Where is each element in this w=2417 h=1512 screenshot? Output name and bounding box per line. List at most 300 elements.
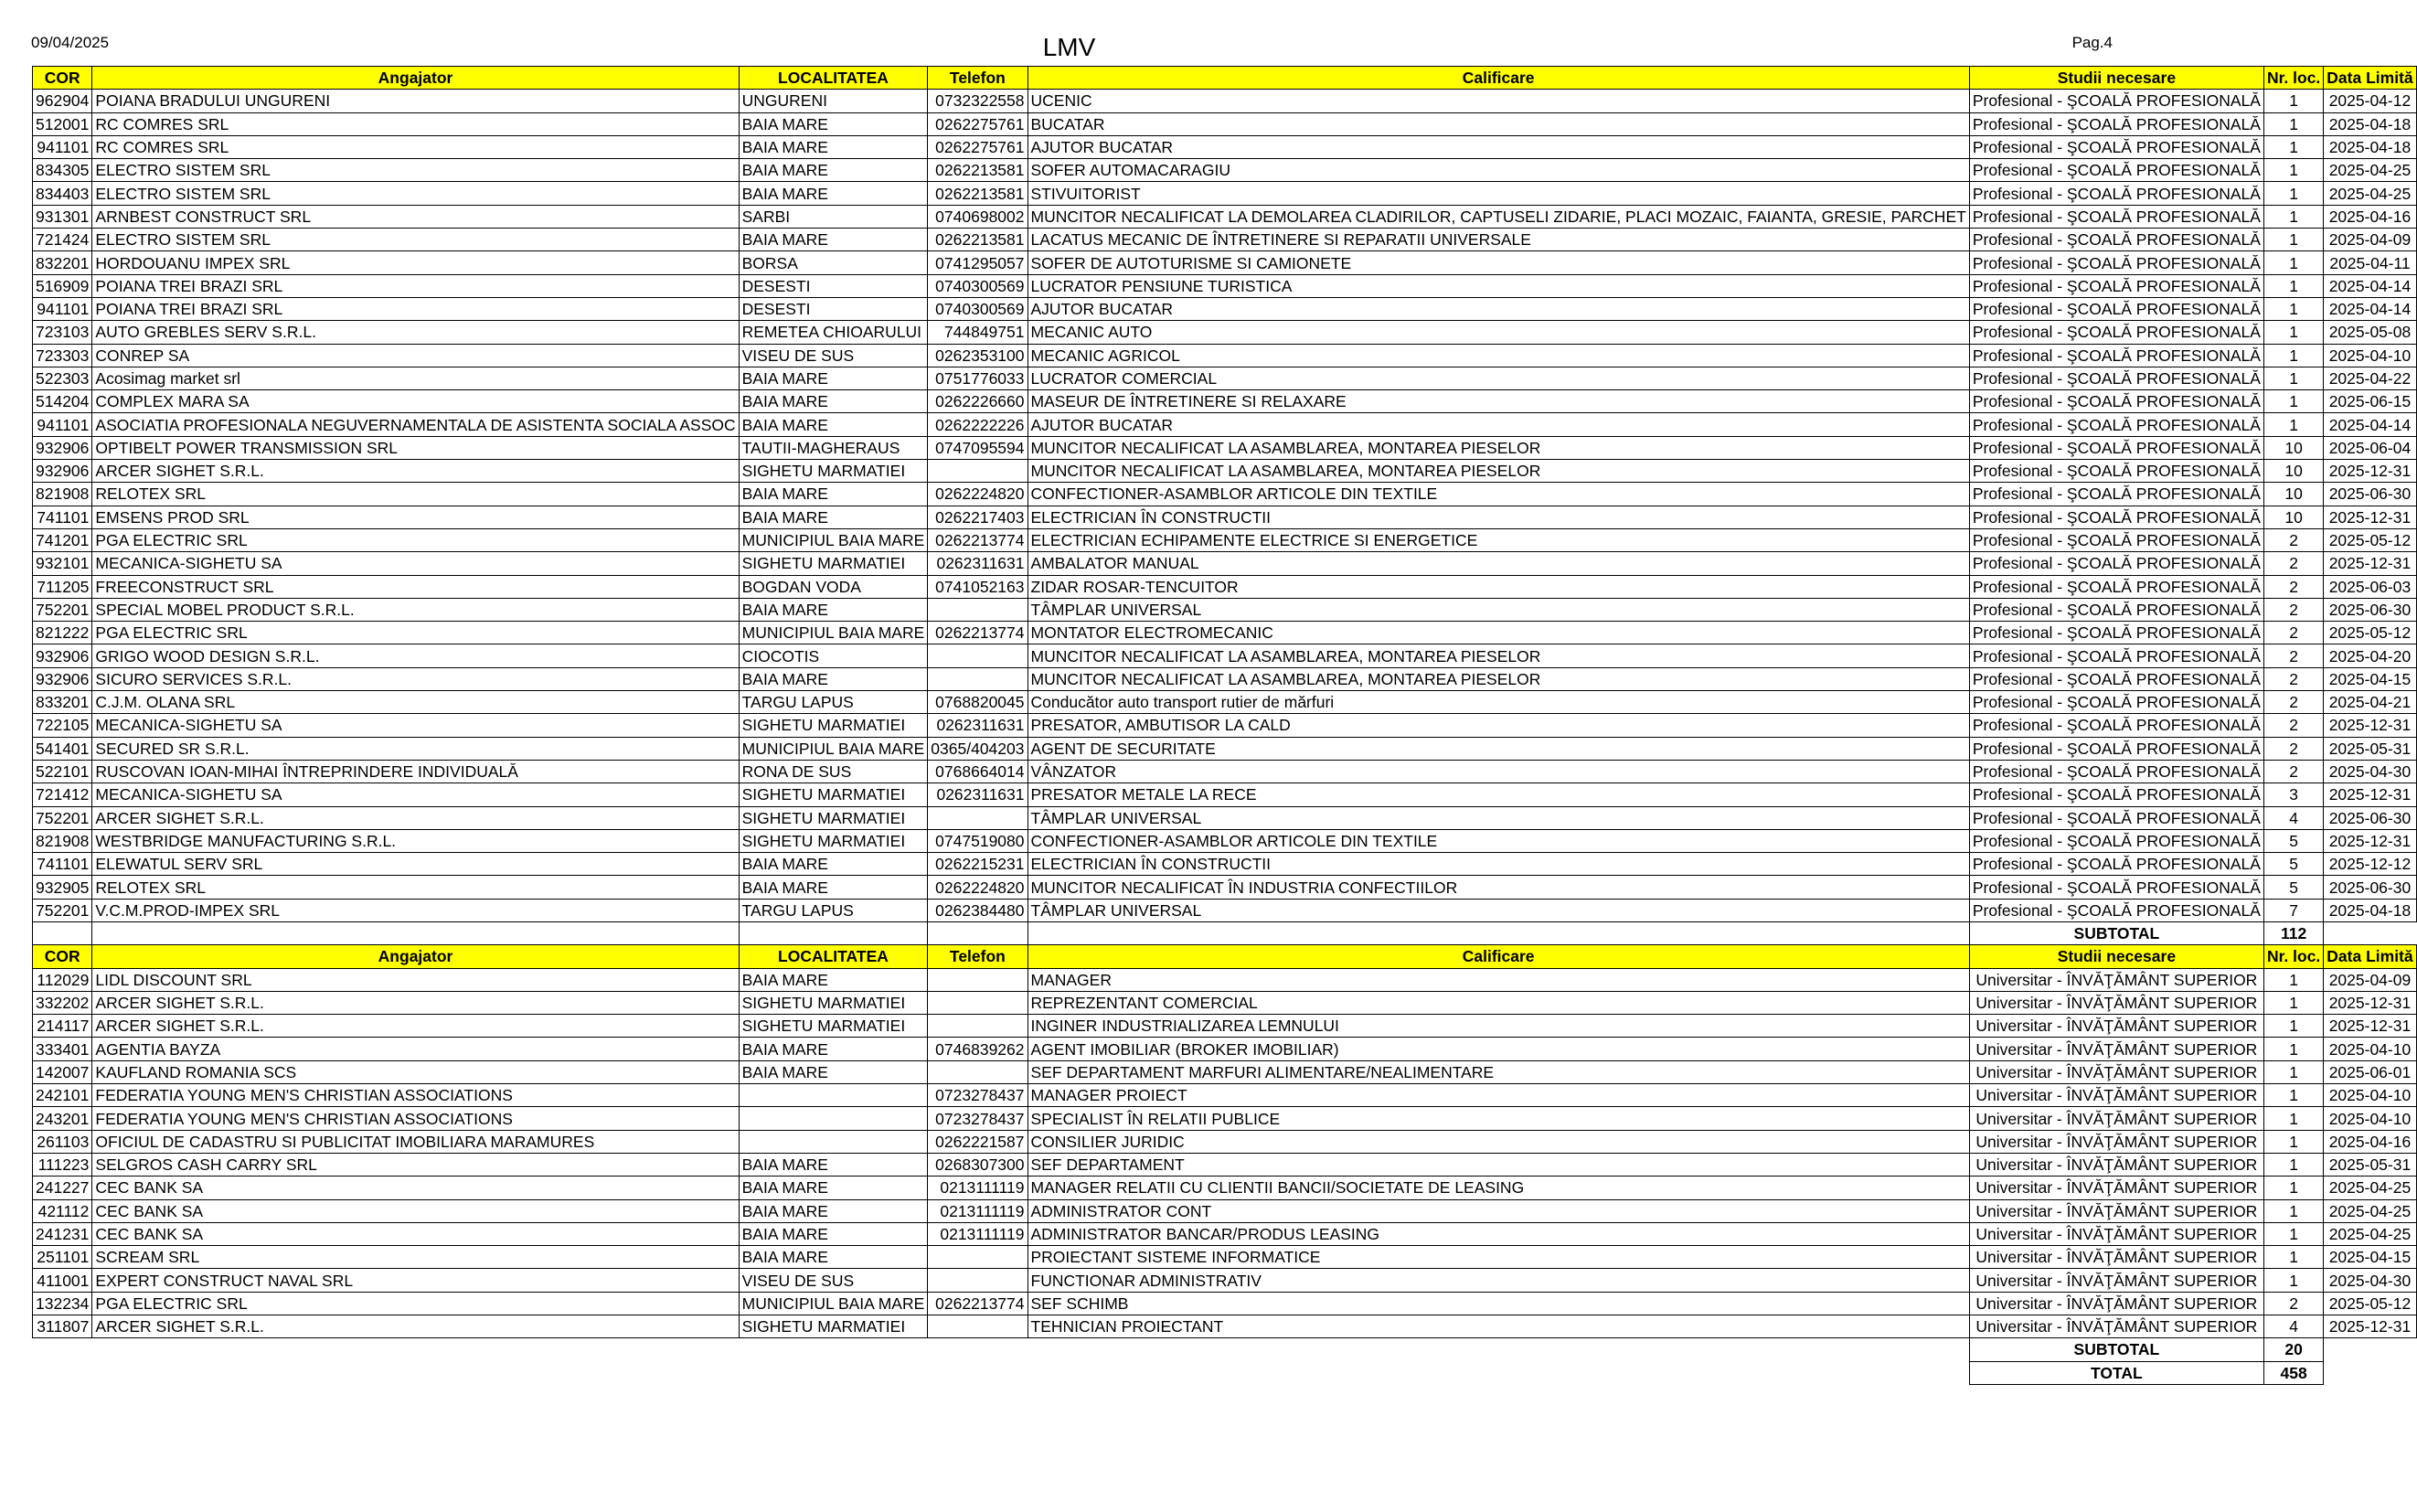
cell-cor: 833201	[33, 691, 92, 714]
cell-studii: Universitar - ÎNVĂŢĂMÂNT SUPERIOR	[1969, 968, 2263, 991]
subtotal-row	[33, 921, 2417, 944]
table-row	[33, 853, 2417, 876]
cell-localitatea: BOGDAN VODA	[739, 575, 928, 598]
table-row	[33, 899, 2417, 921]
cell-calificare: UCENIC	[1027, 90, 1969, 112]
cell-data-limita: 2025-12-31	[2324, 783, 2416, 806]
cell-nr-loc: 1	[2263, 251, 2323, 274]
cell-cor: 721412	[33, 783, 92, 806]
cell-nr-loc: 10	[2263, 460, 2323, 483]
cell-calificare: TÂMPLAR UNIVERSAL	[1027, 598, 1969, 621]
cell-data-limita: 2025-04-18	[2324, 135, 2416, 158]
cell-angajator: ARCER SIGHET S.R.L.	[92, 1015, 739, 1038]
subtotal-label: SUBTOTAL	[1969, 921, 2263, 944]
cell-nr-loc: 5	[2263, 876, 2323, 899]
table-row	[33, 783, 2417, 806]
cell-telefon: 0747095594	[928, 436, 1027, 459]
cell-nr-loc: 1	[2263, 1015, 2323, 1038]
table-row	[33, 1153, 2417, 1176]
cell-cor: 832201	[33, 251, 92, 274]
cell-studii: Profesional - ŞCOALĂ PROFESIONALĂ	[1969, 737, 2263, 760]
cell-calificare: LUCRATOR COMERCIAL	[1027, 367, 1969, 389]
cell-studii: Universitar - ÎNVĂŢĂMÂNT SUPERIOR	[1969, 1060, 2263, 1083]
cell-calificare: SOFER AUTOMACARAGIU	[1027, 159, 1969, 182]
cell-cor: 251101	[33, 1246, 92, 1269]
cell-cor: 241227	[33, 1177, 92, 1199]
cell-data-limita: 2025-04-15	[2324, 1246, 2416, 1269]
column-header-nr-loc: Nr. loc.	[2263, 945, 2323, 968]
cell-data-limita: 2025-06-03	[2324, 575, 2416, 598]
cell-studii: Universitar - ÎNVĂŢĂMÂNT SUPERIOR	[1969, 1015, 2263, 1038]
cell-calificare: FUNCTIONAR ADMINISTRATIV	[1027, 1269, 1969, 1292]
cell-nr-loc: 1	[2263, 1130, 2323, 1153]
table-row	[33, 991, 2417, 1014]
cell-cor: 962904	[33, 90, 92, 112]
cell-angajator: RELOTEX SRL	[92, 483, 739, 506]
cell-cor: 723103	[33, 321, 92, 344]
spacer-cell	[2324, 1338, 2416, 1361]
cell-data-limita: 2025-04-25	[2324, 1222, 2416, 1245]
cell-data-limita: 2025-04-14	[2324, 413, 2416, 436]
cell-cor: 752201	[33, 899, 92, 921]
spacer-cell	[33, 1338, 92, 1361]
spacer-cell	[92, 1361, 739, 1384]
cell-telefon: 0213111119	[928, 1177, 1027, 1199]
table-row	[33, 344, 2417, 367]
cell-nr-loc: 1	[2263, 1038, 2323, 1060]
column-header-localitatea: LOCALITATEA	[739, 67, 928, 90]
cell-calificare: AGENT DE SECURITATE	[1027, 737, 1969, 760]
cell-cor: 752201	[33, 598, 92, 621]
column-header-cor: COR	[33, 945, 92, 968]
cell-telefon	[928, 1246, 1027, 1269]
cell-calificare: REPREZENTANT COMERCIAL	[1027, 991, 1969, 1014]
cell-studii: Universitar - ÎNVĂŢĂMÂNT SUPERIOR	[1969, 1130, 2263, 1153]
cell-nr-loc: 1	[2263, 1222, 2323, 1245]
cell-telefon: 0732322558	[928, 90, 1027, 112]
cell-studii: Profesional - ŞCOALĂ PROFESIONALĂ	[1969, 135, 2263, 158]
cell-angajator: FREECONSTRUCT SRL	[92, 575, 739, 598]
spacer-cell	[928, 1338, 1027, 1361]
cell-angajator: MECANICA-SIGHETU SA	[92, 783, 739, 806]
cell-nr-loc: 1	[2263, 413, 2323, 436]
cell-telefon: 0262311631	[928, 783, 1027, 806]
cell-calificare: MUNCITOR NECALIFICAT ÎN INDUSTRIA CONFECTIILOR	[1027, 876, 1969, 899]
cell-calificare: ADMINISTRATOR BANCAR/PRODUS LEASING	[1027, 1222, 1969, 1245]
cell-data-limita: 2025-05-12	[2324, 622, 2416, 644]
cell-studii: Profesional - ŞCOALĂ PROFESIONALĂ	[1969, 598, 2263, 621]
cell-cor: 332202	[33, 991, 92, 1014]
cell-telefon: 0262213774	[928, 528, 1027, 551]
cell-data-limita: 2025-04-22	[2324, 367, 2416, 389]
spacer-cell	[92, 1338, 739, 1361]
cell-localitatea: UNGURENI	[739, 90, 928, 112]
cell-studii: Profesional - ŞCOALĂ PROFESIONALĂ	[1969, 229, 2263, 251]
cell-nr-loc: 2	[2263, 528, 2323, 551]
column-header-data-limita: Data Limită	[2324, 67, 2416, 90]
table-row	[33, 90, 2417, 112]
cell-localitatea: RONA DE SUS	[739, 760, 928, 783]
cell-localitatea: BAIA MARE	[739, 1177, 928, 1199]
cell-localitatea: SIGHETU MARMATIEI	[739, 552, 928, 575]
cell-nr-loc: 1	[2263, 1153, 2323, 1176]
cell-cor: 932906	[33, 436, 92, 459]
table-row	[33, 806, 2417, 829]
cell-cor: 931301	[33, 205, 92, 228]
cell-telefon: 0262224820	[928, 483, 1027, 506]
cell-cor: 741201	[33, 528, 92, 551]
column-header-calificare: Calificare	[1027, 945, 1969, 968]
cell-angajator: FEDERATIA YOUNG MEN'S CHRISTIAN ASSOCIATIONS	[92, 1107, 739, 1130]
cell-localitatea: BAIA MARE	[739, 1038, 928, 1060]
cell-nr-loc: 1	[2263, 367, 2323, 389]
cell-calificare: SPECIALIST ÎN RELATII PUBLICE	[1027, 1107, 1969, 1130]
cell-angajator: ARCER SIGHET S.R.L.	[92, 991, 739, 1014]
cell-nr-loc: 2	[2263, 691, 2323, 714]
cell-studii: Profesional - ŞCOALĂ PROFESIONALĂ	[1969, 460, 2263, 483]
cell-studii: Profesional - ŞCOALĂ PROFESIONALĂ	[1969, 853, 2263, 876]
cell-telefon: 0747519080	[928, 829, 1027, 852]
cell-nr-loc: 1	[2263, 991, 2323, 1014]
column-header-calificare: Calificare	[1027, 67, 1969, 90]
cell-cor: 243201	[33, 1107, 92, 1130]
cell-studii: Profesional - ŞCOALĂ PROFESIONALĂ	[1969, 344, 2263, 367]
cell-nr-loc: 2	[2263, 575, 2323, 598]
cell-studii: Profesional - ŞCOALĂ PROFESIONALĂ	[1969, 90, 2263, 112]
cell-data-limita: 2025-04-14	[2324, 297, 2416, 320]
cell-data-limita: 2025-04-11	[2324, 251, 2416, 274]
cell-data-limita: 2025-04-12	[2324, 90, 2416, 112]
cell-data-limita: 2025-04-18	[2324, 112, 2416, 135]
cell-studii: Universitar - ÎNVĂŢĂMÂNT SUPERIOR	[1969, 1084, 2263, 1107]
table-row	[33, 1246, 2417, 1269]
cell-localitatea: BAIA MARE	[739, 112, 928, 135]
cell-angajator: ELECTRO SISTEM SRL	[92, 159, 739, 182]
cell-calificare: AJUTOR BUCATAR	[1027, 135, 1969, 158]
cell-localitatea: BAIA MARE	[739, 182, 928, 205]
cell-studii: Profesional - ŞCOALĂ PROFESIONALĂ	[1969, 297, 2263, 320]
cell-calificare: PROIECTANT SISTEME INFORMATICE	[1027, 1246, 1969, 1269]
cell-localitatea: SIGHETU MARMATIEI	[739, 714, 928, 737]
cell-studii: Universitar - ÎNVĂŢĂMÂNT SUPERIOR	[1969, 1107, 2263, 1130]
cell-localitatea: BAIA MARE	[739, 968, 928, 991]
cell-cor: 723303	[33, 344, 92, 367]
table-row	[33, 367, 2417, 389]
cell-nr-loc: 1	[2263, 135, 2323, 158]
table-row	[33, 667, 2417, 690]
cell-calificare: PRESATOR, AMBUTISOR LA CALD	[1027, 714, 1969, 737]
cell-nr-loc: 1	[2263, 90, 2323, 112]
cell-data-limita: 2025-06-30	[2324, 598, 2416, 621]
cell-localitatea: SIGHETU MARMATIEI	[739, 991, 928, 1014]
cell-studii: Universitar - ÎNVĂŢĂMÂNT SUPERIOR	[1969, 1153, 2263, 1176]
cell-cor: 421112	[33, 1199, 92, 1222]
cell-cor: 932101	[33, 552, 92, 575]
cell-calificare: MECANIC AGRICOL	[1027, 344, 1969, 367]
cell-localitatea: MUNICIPIUL BAIA MARE	[739, 528, 928, 551]
column-header-studii: Studii necesare	[1969, 945, 2263, 968]
cell-data-limita: 2025-06-30	[2324, 876, 2416, 899]
cell-data-limita: 2025-04-25	[2324, 182, 2416, 205]
table-row	[33, 251, 2417, 274]
cell-nr-loc: 1	[2263, 390, 2323, 413]
column-header-studii: Studii necesare	[1969, 67, 2263, 90]
cell-nr-loc: 1	[2263, 1107, 2323, 1130]
total-label: TOTAL	[1969, 1361, 2263, 1384]
table-row	[33, 968, 2417, 991]
cell-calificare: ZIDAR ROSAR-TENCUITOR	[1027, 575, 1969, 598]
cell-telefon: 0262221587	[928, 1130, 1027, 1153]
cell-telefon	[928, 968, 1027, 991]
table-row	[33, 205, 2417, 228]
cell-studii: Profesional - ŞCOALĂ PROFESIONALĂ	[1969, 321, 2263, 344]
cell-angajator: MECANICA-SIGHETU SA	[92, 714, 739, 737]
column-header-angajator: Angajator	[92, 945, 739, 968]
cell-data-limita: 2025-04-10	[2324, 344, 2416, 367]
cell-telefon: 0262213774	[928, 622, 1027, 644]
cell-telefon	[928, 644, 1027, 667]
cell-studii: Profesional - ŞCOALĂ PROFESIONALĂ	[1969, 575, 2263, 598]
table-row	[33, 760, 2417, 783]
cell-telefon	[928, 1060, 1027, 1083]
cell-angajator: RC COMRES SRL	[92, 112, 739, 135]
cell-studii: Universitar - ÎNVĂŢĂMÂNT SUPERIOR	[1969, 1038, 2263, 1060]
cell-localitatea: SIGHETU MARMATIEI	[739, 783, 928, 806]
cell-cor: 741101	[33, 853, 92, 876]
cell-telefon: 0262213581	[928, 229, 1027, 251]
cell-data-limita: 2025-06-15	[2324, 390, 2416, 413]
cell-nr-loc: 5	[2263, 853, 2323, 876]
subtotal-label: SUBTOTAL	[1969, 1338, 2263, 1361]
cell-telefon: 0768820045	[928, 691, 1027, 714]
cell-data-limita: 2025-06-30	[2324, 483, 2416, 506]
cell-studii: Profesional - ŞCOALĂ PROFESIONALĂ	[1969, 622, 2263, 644]
cell-nr-loc: 2	[2263, 1292, 2323, 1315]
cell-localitatea: BAIA MARE	[739, 1060, 928, 1083]
cell-localitatea: BAIA MARE	[739, 876, 928, 899]
cell-calificare: Conducător auto transport rutier de mărfuri	[1027, 691, 1969, 714]
spacer-cell	[1027, 1361, 1969, 1384]
cell-angajator: ELECTRO SISTEM SRL	[92, 182, 739, 205]
table-row	[33, 528, 2417, 551]
cell-calificare: MASEUR DE ÎNTRETINERE SI RELAXARE	[1027, 390, 1969, 413]
cell-cor: 834403	[33, 182, 92, 205]
cell-localitatea: BAIA MARE	[739, 1222, 928, 1245]
cell-studii: Profesional - ŞCOALĂ PROFESIONALĂ	[1969, 390, 2263, 413]
cell-angajator: FEDERATIA YOUNG MEN'S CHRISTIAN ASSOCIATIONS	[92, 1084, 739, 1107]
total-row	[33, 1361, 2417, 1384]
cell-angajator: CEC BANK SA	[92, 1177, 739, 1199]
cell-data-limita: 2025-04-10	[2324, 1084, 2416, 1107]
cell-nr-loc: 1	[2263, 321, 2323, 344]
cell-cor: 741101	[33, 506, 92, 528]
cell-angajator: AUTO GREBLES SERV S.R.L.	[92, 321, 739, 344]
cell-telefon: 0741052163	[928, 575, 1027, 598]
cell-telefon	[928, 460, 1027, 483]
table-row	[33, 229, 2417, 251]
spacer-cell	[928, 1361, 1027, 1384]
cell-localitatea: BAIA MARE	[739, 229, 928, 251]
cell-angajator: POIANA TREI BRAZI SRL	[92, 297, 739, 320]
cell-nr-loc: 1	[2263, 1177, 2323, 1199]
cell-telefon: 0262213581	[928, 159, 1027, 182]
cell-nr-loc: 5	[2263, 829, 2323, 852]
page-number: Pag.4	[2071, 34, 2113, 51]
cell-cor: 541401	[33, 737, 92, 760]
cell-cor: 821908	[33, 483, 92, 506]
cell-cor: 241231	[33, 1222, 92, 1245]
empty-cell	[739, 921, 928, 944]
cell-telefon	[928, 1315, 1027, 1338]
cell-angajator: SELGROS CASH CARRY SRL	[92, 1153, 739, 1176]
cell-telefon: 0262226660	[928, 390, 1027, 413]
cell-telefon: 0268307300	[928, 1153, 1027, 1176]
cell-angajator: CEC BANK SA	[92, 1199, 739, 1222]
cell-calificare: MANAGER	[1027, 968, 1969, 991]
cell-studii: Profesional - ŞCOALĂ PROFESIONALĂ	[1969, 274, 2263, 297]
cell-calificare: CONSILIER JURIDIC	[1027, 1130, 1969, 1153]
cell-studii: Profesional - ŞCOALĂ PROFESIONALĂ	[1969, 691, 2263, 714]
cell-localitatea: TAUTII-MAGHERAUS	[739, 436, 928, 459]
cell-calificare: SEF DEPARTAMENT	[1027, 1153, 1969, 1176]
cell-cor: 111223	[33, 1153, 92, 1176]
cell-nr-loc: 7	[2263, 899, 2323, 921]
cell-data-limita: 2025-12-31	[2324, 1015, 2416, 1038]
table-row	[33, 1084, 2417, 1107]
cell-telefon	[928, 598, 1027, 621]
cell-calificare: MECANIC AUTO	[1027, 321, 1969, 344]
cell-studii: Profesional - ŞCOALĂ PROFESIONALĂ	[1969, 899, 2263, 921]
table-row	[33, 483, 2417, 506]
cell-cor: 941101	[33, 413, 92, 436]
cell-angajator: RUSCOVAN IOAN-MIHAI ÎNTREPRINDERE INDIVIDUALĂ	[92, 760, 739, 783]
table-row	[33, 1177, 2417, 1199]
cell-angajator: PGA ELECTRIC SRL	[92, 622, 739, 644]
cell-studii: Profesional - ŞCOALĂ PROFESIONALĂ	[1969, 367, 2263, 389]
cell-calificare: LUCRATOR PENSIUNE TURISTICA	[1027, 274, 1969, 297]
cell-telefon: 0741295057	[928, 251, 1027, 274]
table-row	[33, 112, 2417, 135]
cell-calificare: MONTATOR ELECTROMECANIC	[1027, 622, 1969, 644]
cell-studii: Profesional - ŞCOALĂ PROFESIONALĂ	[1969, 112, 2263, 135]
cell-localitatea: TARGU LAPUS	[739, 899, 928, 921]
table-row	[33, 436, 2417, 459]
cell-localitatea: DESESTI	[739, 274, 928, 297]
cell-localitatea: BAIA MARE	[739, 135, 928, 158]
cell-nr-loc: 1	[2263, 1269, 2323, 1292]
cell-data-limita: 2025-06-30	[2324, 806, 2416, 829]
cell-calificare: TEHNICIAN PROIECTANT	[1027, 1315, 1969, 1338]
cell-nr-loc: 10	[2263, 436, 2323, 459]
cell-cor: 333401	[33, 1038, 92, 1060]
cell-nr-loc: 1	[2263, 1246, 2323, 1269]
cell-angajator: EXPERT CONSTRUCT NAVAL SRL	[92, 1269, 739, 1292]
column-header-cor: COR	[33, 67, 92, 90]
cell-angajator: ARCER SIGHET S.R.L.	[92, 1315, 739, 1338]
cell-data-limita: 2025-04-30	[2324, 1269, 2416, 1292]
cell-data-limita: 2025-05-31	[2324, 737, 2416, 760]
cell-telefon: 744849751	[928, 321, 1027, 344]
cell-localitatea: SIGHETU MARMATIEI	[739, 1015, 928, 1038]
cell-data-limita: 2025-04-16	[2324, 205, 2416, 228]
print-date: 09/04/2025	[31, 34, 110, 51]
table-row	[33, 1107, 2417, 1130]
cell-studii: Profesional - ŞCOALĂ PROFESIONALĂ	[1969, 182, 2263, 205]
cell-data-limita: 2025-12-31	[2324, 552, 2416, 575]
cell-calificare: MUNCITOR NECALIFICAT LA DEMOLAREA CLADIRILOR, CAPTUSELI ZIDARIE, PLACI MOZAIC, FAIANTA, GRESIE, PARCHET	[1027, 205, 1969, 228]
cell-cor: 711205	[33, 575, 92, 598]
jobs-table-body	[33, 67, 2417, 1385]
cell-localitatea: BAIA MARE	[739, 159, 928, 182]
cell-studii: Profesional - ŞCOALĂ PROFESIONALĂ	[1969, 876, 2263, 899]
cell-cor: 522303	[33, 367, 92, 389]
cell-nr-loc: 10	[2263, 483, 2323, 506]
cell-nr-loc: 2	[2263, 667, 2323, 690]
cell-localitatea: BORSA	[739, 251, 928, 274]
spacer-cell	[1027, 1338, 1969, 1361]
cell-cor: 411001	[33, 1269, 92, 1292]
cell-studii: Universitar - ÎNVĂŢĂMÂNT SUPERIOR	[1969, 1246, 2263, 1269]
cell-cor: 752201	[33, 806, 92, 829]
cell-calificare: TÂMPLAR UNIVERSAL	[1027, 806, 1969, 829]
cell-localitatea: MUNICIPIUL BAIA MARE	[739, 737, 928, 760]
cell-angajator: ARCER SIGHET S.R.L.	[92, 460, 739, 483]
cell-studii: Universitar - ÎNVĂŢĂMÂNT SUPERIOR	[1969, 991, 2263, 1014]
cell-calificare: CONFECTIONER-ASAMBLOR ARTICOLE DIN TEXTILE	[1027, 483, 1969, 506]
cell-calificare: ADMINISTRATOR CONT	[1027, 1199, 1969, 1222]
jobs-table	[32, 66, 2417, 1385]
cell-studii: Profesional - ŞCOALĂ PROFESIONALĂ	[1969, 413, 2263, 436]
cell-telefon: 0746839262	[928, 1038, 1027, 1060]
table-row	[33, 598, 2417, 621]
cell-nr-loc: 1	[2263, 205, 2323, 228]
cell-angajator: GRIGO WOOD DESIGN S.R.L.	[92, 644, 739, 667]
cell-localitatea: BAIA MARE	[739, 1199, 928, 1222]
cell-calificare: MANAGER PROIECT	[1027, 1084, 1969, 1107]
cell-cor: 941101	[33, 135, 92, 158]
cell-cor: 941101	[33, 297, 92, 320]
cell-angajator: ARNBEST CONSTRUCT SRL	[92, 205, 739, 228]
cell-calificare: ELECTRICIAN ECHIPAMENTE ELECTRICE SI ENERGETICE	[1027, 528, 1969, 551]
cell-angajator: RC COMRES SRL	[92, 135, 739, 158]
table-row	[33, 506, 2417, 528]
cell-angajator: SICURO SERVICES S.R.L.	[92, 667, 739, 690]
cell-angajator: KAUFLAND ROMANIA SCS	[92, 1060, 739, 1083]
cell-data-limita: 2025-05-31	[2324, 1153, 2416, 1176]
cell-calificare: VÂNZATOR	[1027, 760, 1969, 783]
cell-localitatea: BAIA MARE	[739, 1153, 928, 1176]
cell-studii: Universitar - ÎNVĂŢĂMÂNT SUPERIOR	[1969, 1292, 2263, 1315]
cell-calificare: MUNCITOR NECALIFICAT LA ASAMBLAREA, MONTAREA PIESELOR	[1027, 644, 1969, 667]
cell-localitatea: BAIA MARE	[739, 390, 928, 413]
cell-localitatea: MUNICIPIUL BAIA MARE	[739, 1292, 928, 1315]
cell-nr-loc: 2	[2263, 622, 2323, 644]
table-row	[33, 182, 2417, 205]
cell-data-limita: 2025-06-04	[2324, 436, 2416, 459]
cell-localitatea: BAIA MARE	[739, 853, 928, 876]
column-header-data-limita: Data Limită	[2324, 945, 2416, 968]
cell-nr-loc: 2	[2263, 644, 2323, 667]
cell-nr-loc: 2	[2263, 737, 2323, 760]
cell-studii: Universitar - ÎNVĂŢĂMÂNT SUPERIOR	[1969, 1199, 2263, 1222]
cell-localitatea: MUNICIPIUL BAIA MARE	[739, 622, 928, 644]
cell-nr-loc: 2	[2263, 760, 2323, 783]
cell-nr-loc: 1	[2263, 297, 2323, 320]
cell-localitatea: SARBI	[739, 205, 928, 228]
table-row	[33, 159, 2417, 182]
cell-angajator: WESTBRIDGE MANUFACTURING S.R.L.	[92, 829, 739, 852]
cell-data-limita: 2025-04-25	[2324, 159, 2416, 182]
